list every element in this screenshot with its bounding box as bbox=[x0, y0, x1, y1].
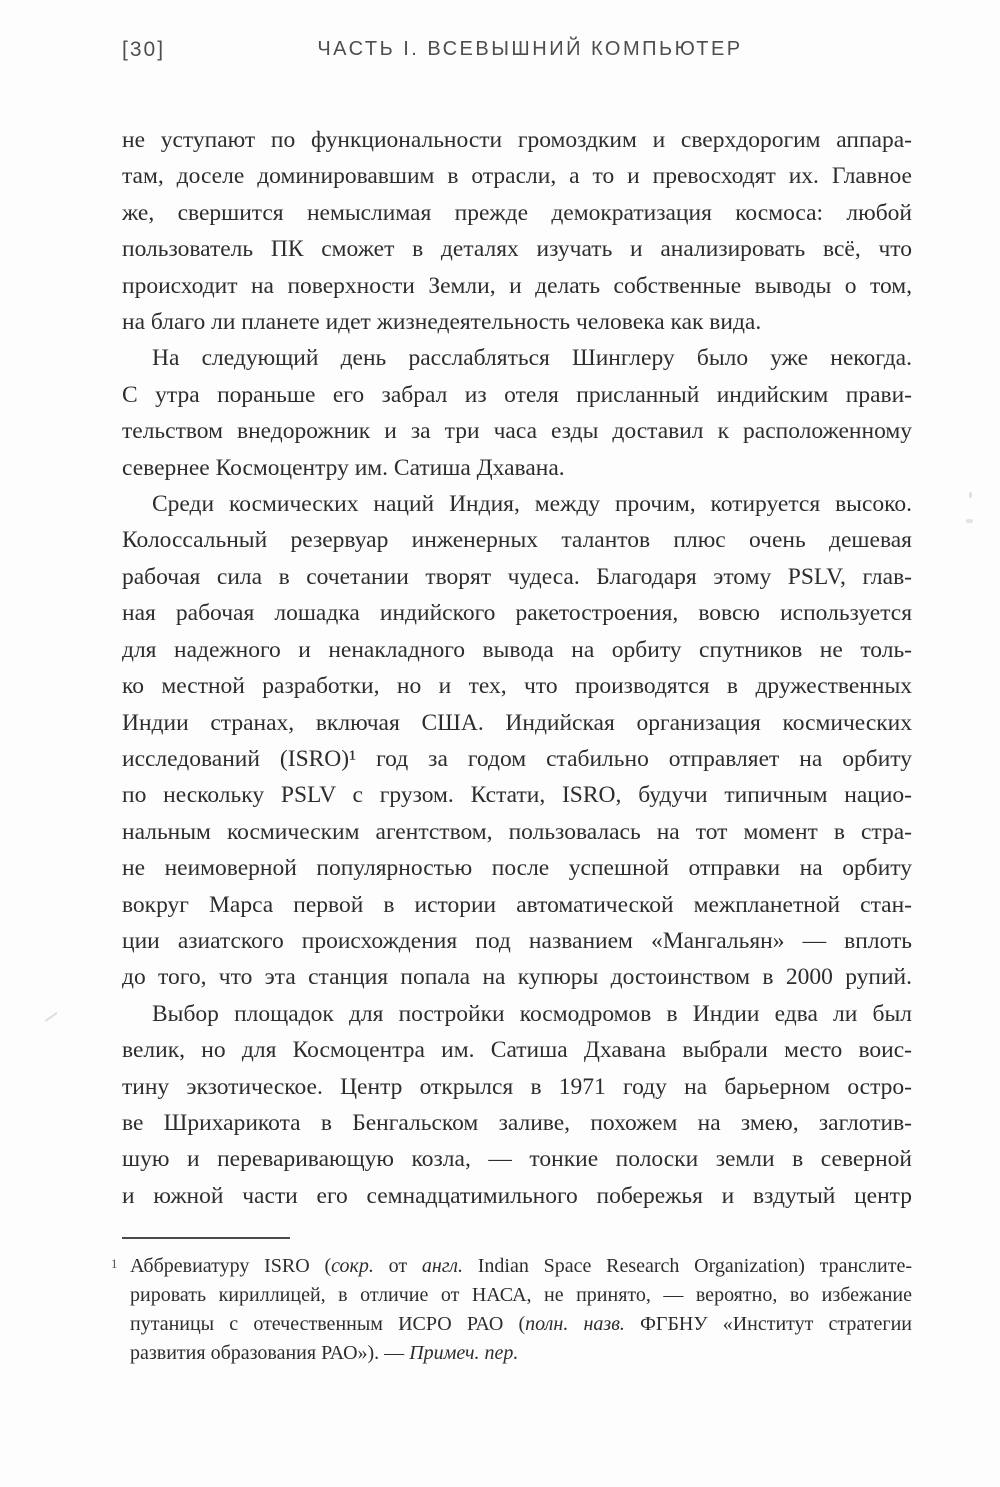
text-line: не неимоверной популярностью после успешной отправки на орбиту bbox=[122, 855, 912, 882]
footnote-line: развития образования РАО»). — Примеч. пер. bbox=[130, 1342, 519, 1364]
scan-artifact bbox=[966, 519, 973, 523]
text-line: же, свершится немыслимая прежде демократизация космоса: любой bbox=[122, 199, 912, 226]
text-line: исследований (ISRO)¹ год за годом стабильно отправляет на орбиту bbox=[122, 745, 912, 772]
text-line: рабочая сила в сочетании творят чудеса. Благодаря этому PSLV, глав- bbox=[122, 563, 912, 590]
text-line: вокруг Марса первой в истории автоматической межпланетной стан- bbox=[122, 891, 912, 918]
text-line: На следующий день расслабляться Шинглеру было уже некогда. bbox=[152, 345, 912, 372]
text-line: шую и переваривающую козла, — тонкие полоски земли в северной bbox=[122, 1146, 912, 1173]
paragraph bbox=[122, 340, 912, 486]
footnote-line: путаницы с отечественным ИСРО РАО (полн. назв. ФГБНУ «Институт стратегии bbox=[130, 1313, 912, 1335]
text-line: и южной части его семнадцатимильного побережья и вздутый центр bbox=[122, 1182, 912, 1209]
paragraph bbox=[122, 486, 912, 996]
text-line: по нескольку PSLV с грузом. Кстати, ISRO, будучи типичным нацио- bbox=[122, 782, 912, 809]
text-line: ко местной разработки, но и тех, что производятся в дружественных bbox=[122, 673, 912, 700]
text-line: Среди космических наций Индия, между прочим, котируется высоко. bbox=[152, 491, 912, 518]
text-line: пользователь ПК сможет в деталях изучать и анализировать всё, что bbox=[122, 236, 912, 263]
text-line: нальным космическим агентством, пользовалась на тот момент в стра- bbox=[122, 818, 912, 845]
text-line: тину экзотическое. Центр открылся в 1971 году на барьерном остро- bbox=[122, 1073, 912, 1100]
text-line: ции азиатского происхождения под названием «Мангальян» — вплоть bbox=[122, 927, 912, 954]
running-title: ЧАСТЬ I. ВСЕВЫШНИЙ КОМПЬЮТЕР bbox=[317, 38, 743, 60]
text-line: Колоссальный резервуар инженерных талантов плюс очень дешевая bbox=[122, 527, 912, 554]
text-line: тельством внедорожник и за три часа езды доставил к расположенному bbox=[122, 418, 912, 445]
text-line: севернее Космоцентру им. Сатиша Дхавана. bbox=[122, 454, 565, 481]
text-line: Выбор площадок для постройки космодромов в Индии едва ли был bbox=[152, 1000, 912, 1027]
text-line: велик, но для Космоцентра им. Сатиша Дхавана выбрали место воис- bbox=[122, 1037, 912, 1064]
text-line: Индии странах, включая США. Индийская организация космических bbox=[122, 709, 912, 736]
text-line: ве Шрихарикота в Бенгальском заливе, похожем на змею, заглотив- bbox=[122, 1109, 912, 1136]
text-line: С утра пораньше его забрал из отеля присланный индийским прави- bbox=[122, 381, 912, 408]
text-line: происходит на поверхности Земли, и делать собственные выводы о том, bbox=[122, 272, 912, 299]
text-line: для надежного и ненакладного вывода на орбиту спутников не толь- bbox=[122, 636, 912, 663]
text-line: там, доселе доминировавшим в отрасли, а то и превосходят их. Главное bbox=[122, 163, 912, 190]
text-line: не уступают по функциональности громоздким и сверхдорогим аппара- bbox=[122, 127, 912, 153]
paragraph bbox=[122, 122, 912, 340]
scan-artifact bbox=[969, 492, 972, 498]
footnote-rule bbox=[122, 1237, 290, 1239]
body-text bbox=[122, 122, 912, 1214]
page-number: [30] bbox=[122, 38, 166, 61]
footnote-marker: 1 bbox=[111, 1256, 118, 1271]
footnote-line: рировать кириллицей, в отличие от НАСА, не принято, — вероятно, во избежание bbox=[130, 1284, 912, 1306]
running-head bbox=[122, 38, 912, 64]
paragraph bbox=[122, 996, 912, 1214]
text-line: до того, что эта станция попала на купюры достоинством в 2000 рупий. bbox=[122, 964, 912, 991]
scan-artifact bbox=[45, 1012, 57, 1021]
text-line: ная рабочая лошадка индийского ракетостроения, вовсю используется bbox=[122, 600, 912, 627]
footnote-text bbox=[130, 1252, 912, 1368]
text-line: на благо ли планете идет жизнедеятельность человека как вида. bbox=[122, 309, 762, 336]
footnote bbox=[111, 1252, 913, 1368]
footnote-line: Аббревиатуру ISRO (сокр. от англ. Indian Space Research Organization) транслите- bbox=[130, 1255, 913, 1277]
